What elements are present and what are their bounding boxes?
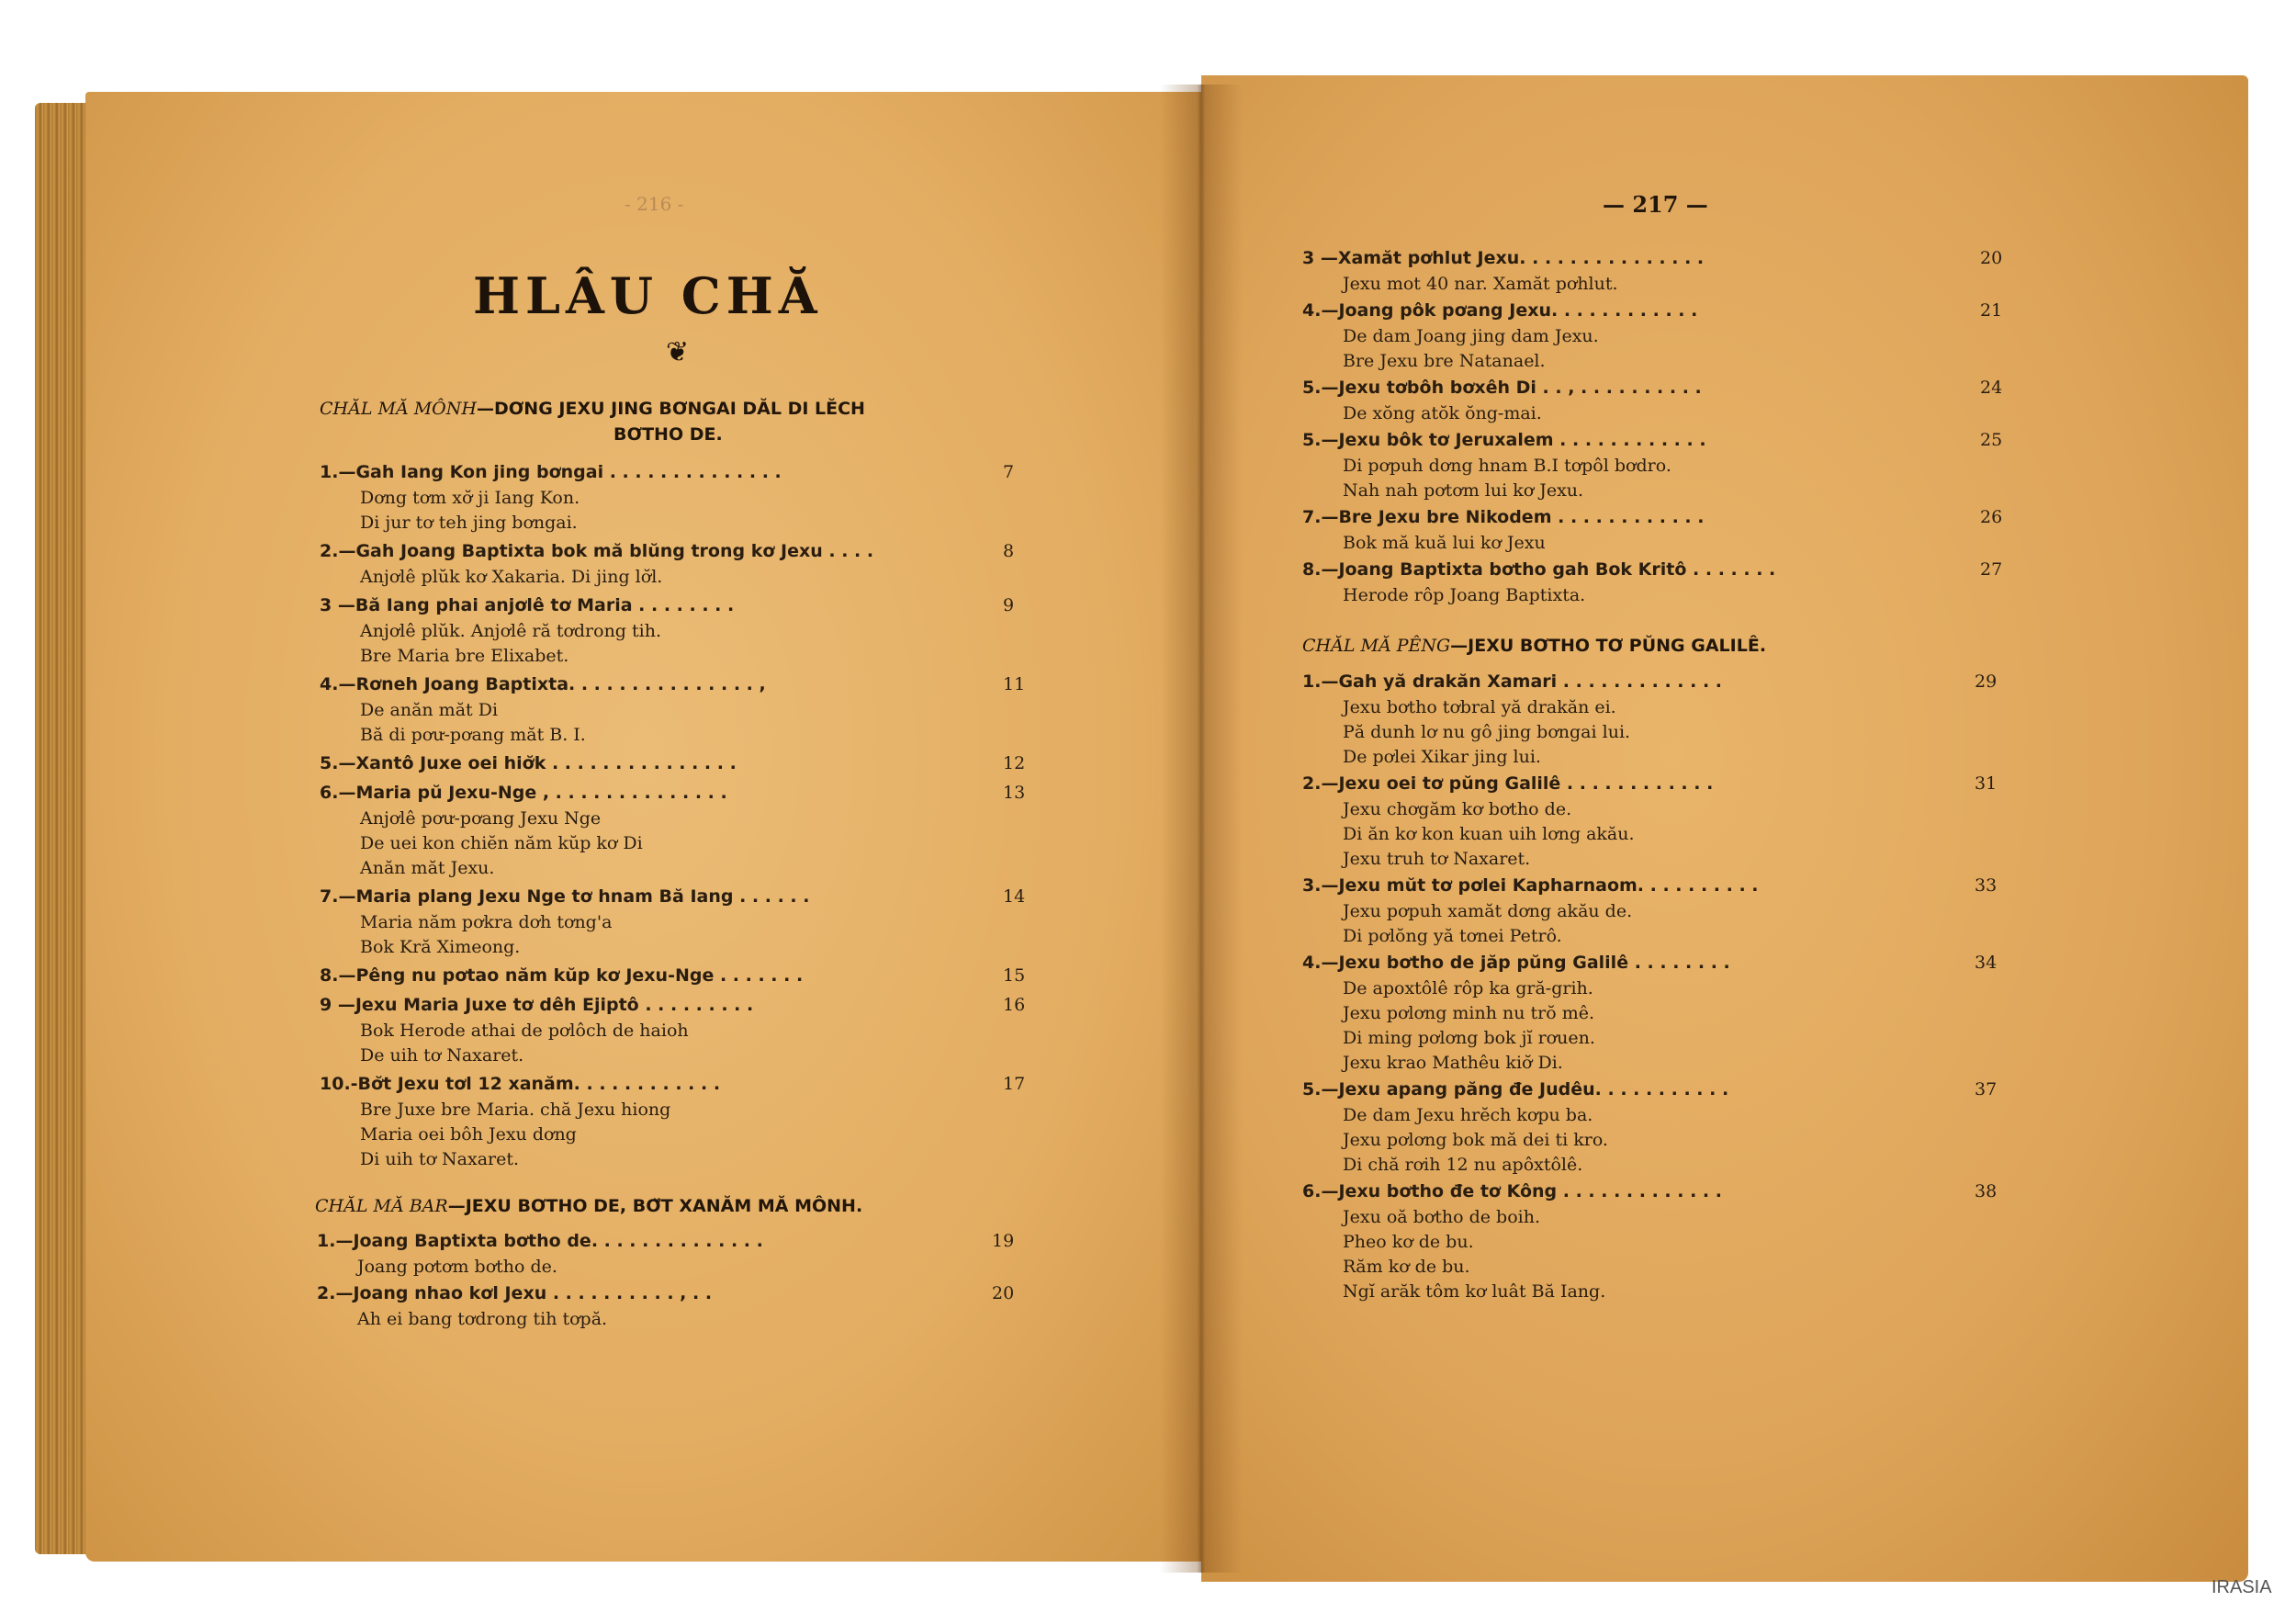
toc-entry-subtitle: De xŏng atŏk ŏng-mai. [1343, 403, 1542, 423]
toc-entry-subtitle: De pơlei Xikar jing lui. [1343, 747, 1541, 767]
toc-entry-subtitle: Jexu chơgăm kơ bơtho de. [1343, 799, 1572, 819]
toc-entry-title: 1.—Gah Iang Kon jing bơngai . . . . . . . . . . . . . . [320, 462, 782, 482]
toc-entry [320, 783, 1026, 881]
toc-entry-line [1302, 378, 2003, 401]
toc-entry-subtitle: De apoxtôlê rôp ka gră-grih. [1343, 978, 1593, 998]
toc-entry-page: 26 [1980, 507, 2003, 527]
section-title: —DƠNG JEXU JING BƠNGAI DĂL DI LĔCH [476, 399, 865, 419]
toc-entry-title: 8.—Pêng nu pơtao năm kŭp kơ Jexu-Nge . . . . . . . [320, 965, 804, 986]
toc-entry-subtitle: Jexu pơlơng bok mă dei ti kro. [1343, 1130, 1608, 1150]
toc-entry-page: 31 [1975, 773, 1998, 794]
toc-entry-line [317, 1231, 1015, 1255]
toc-entry-page: 19 [992, 1231, 1015, 1251]
toc-entry-line [1302, 875, 1998, 899]
toc-entry-title: 4.—Rơneh Joang Baptixta. . . . . . . . . . . . . . . , [320, 674, 766, 694]
toc-entry-subtitle: Maria oei bôh Jexu dơng [360, 1124, 577, 1145]
toc-entry-title: 3 —Bă Iang phai anjơlê tơ Maria . . . . . . . . [320, 595, 735, 615]
toc-entry-title: 10.-Bơ̆t Jexu tơl 12 xanăm. . . . . . . . . . . . [320, 1074, 721, 1094]
left-page-number-faint: - 216 - [625, 193, 684, 215]
book-gutter [1160, 85, 1243, 1573]
toc-entry-page: 11 [1003, 674, 1026, 694]
toc-entry-subtitle: De uih tơ Naxaret. [360, 1045, 524, 1066]
toc-entry-page: 12 [1003, 753, 1026, 773]
toc-entry-title: 1.—Gah yă drakăn Xamari . . . . . . . . . . . . . [1302, 671, 1723, 692]
section-heading-2 [315, 1196, 862, 1216]
toc-entry-subtitle: Herode rôp Joang Baptixta. [1343, 585, 1586, 605]
toc-entry-page: 25 [1980, 430, 2003, 450]
toc-entry-subtitle: Pheo kơ de bu. [1343, 1232, 1474, 1252]
toc-entry [1302, 1181, 1998, 1304]
section-label: CHĂL MĂ BAR [315, 1196, 448, 1216]
toc-entry [320, 674, 1026, 748]
toc-entry-page: 20 [992, 1283, 1015, 1303]
toc-entry [320, 995, 1026, 1068]
page-title: HLÂU CHĂ [473, 266, 823, 325]
section-title: —JEXU BƠTHO TƠ PŬNG GALILÊ. [1450, 636, 1767, 656]
toc-entry-subtitle: Di jur tơ teh jing bơngai. [360, 513, 578, 533]
toc-entry-subtitle: Anăn măt Jexu. [360, 858, 495, 878]
toc-entry-subtitle: Dơng tơm xơ̆ ji Iang Kon. [360, 488, 580, 508]
toc-entry-title: 7.—Maria plang Jexu Nge tơ hnam Bă Iang . . . . . . [320, 886, 810, 907]
toc-entry-title: 3 —Xamăt pơhlut Jexu. . . . . . . . . . . . . . . [1302, 248, 1705, 268]
toc-entry-subtitle: De anăn măt Di [360, 700, 499, 720]
toc-entry [320, 595, 1015, 669]
toc-entry-subtitle: Ah ei bang tơdrong tih tơpă. [357, 1309, 608, 1329]
toc-entry-page: 17 [1003, 1074, 1026, 1094]
toc-entry-subtitle: Bre Maria bre Elixabet. [360, 646, 569, 666]
toc-entry-subtitle: De uei kon chiĕn năm kŭp kơ Di [360, 833, 643, 853]
toc-entry-subtitle: Răm kơ de bu. [1343, 1257, 1470, 1277]
toc-entry-page: 29 [1975, 671, 1998, 692]
toc-entry-subtitle: Bre Juxe bre Maria. chă Jexu hiong [360, 1100, 671, 1120]
toc-entry-title: 2.—Jexu oei tơ pŭng Galilê . . . . . . . . . . . . [1302, 773, 1714, 794]
toc-entry-line [317, 1283, 1015, 1307]
toc-entry-page: 34 [1975, 953, 1998, 973]
toc-entry-subtitle: Di pơpuh dơng hnam B.I tơpôl bơdro. [1343, 456, 1671, 476]
watermark: IRASIA [2212, 1577, 2272, 1597]
toc-entry-page: 16 [1003, 995, 1026, 1015]
toc-entry-subtitle: Jexu truh tơ Naxaret. [1343, 849, 1531, 869]
toc-entry-subtitle: Maria năm pơkra dơh tơng'a [360, 912, 613, 932]
toc-entry-title: 2.—Joang nhao kơl Jexu . . . . . . . . . . , . . [317, 1283, 713, 1303]
toc-entry-page: 9 [1003, 595, 1015, 615]
toc-entry-subtitle: Bok Kră Ximeong. [360, 937, 521, 957]
toc-entry-line [1302, 430, 2003, 454]
toc-entry-subtitle: Jexu pơlơng minh nu trŏ mê. [1343, 1003, 1595, 1023]
toc-entry-title: 5.—Jexu tơbôh bơxêh Di . . , . . . . . . . . . . [1302, 378, 1702, 398]
toc-entry-subtitle: Pă dunh lơ nu gô jing bơngai lui. [1343, 722, 1631, 742]
toc-entry-subtitle: De dam Joang jing dam Jexu. [1343, 326, 1599, 346]
toc-entry-title: 5.—Jexu apang păng đe Judêu. . . . . . . . . . . [1302, 1079, 1729, 1100]
toc-entry-line [320, 541, 1015, 565]
toc-entry-title: 4.—Jexu bơtho de jăp pŭng Galilê . . . . . . . . [1302, 953, 1730, 973]
toc-entry [1302, 1079, 1998, 1178]
toc-entry-subtitle: Bre Jexu bre Natanael. [1343, 351, 1546, 371]
toc-entry-subtitle: Jexu mot 40 nar. Xamăt pơhlut. [1343, 274, 1618, 294]
toc-entry-line [1302, 773, 1998, 797]
toc-entry-page: 8 [1003, 541, 1015, 561]
toc-entry [320, 541, 1015, 590]
toc-entry-title: 5.—Xantô Juxe oei hiơ̆k . . . . . . . . . . . . . . . [320, 753, 737, 773]
section-label: CHĂL MĂ MÔNH [320, 399, 477, 419]
toc-entry-subtitle: Anjơlê plŭk. Anjơlê ră tơdrong tih. [360, 621, 662, 641]
toc-entry-page: 13 [1003, 783, 1026, 803]
toc-entry-subtitle: Di ming pơlơng bok jĭ rơuen. [1343, 1028, 1595, 1048]
toc-entry-line [1302, 1181, 1998, 1205]
toc-entry-line [1302, 671, 1998, 695]
toc-entry-title: 5.—Jexu bôk tơ Jeruxalem . . . . . . . . . . . . [1302, 430, 1706, 450]
toc-entry [320, 886, 1026, 960]
toc-entry-page: 33 [1975, 875, 1998, 896]
toc-entry [1302, 378, 2003, 426]
toc-entry [1302, 875, 1998, 949]
toc-entry-subtitle: Jexu bơtho tơbral yă drakăn ei. [1343, 697, 1616, 717]
toc-entry-title: 2.—Gah Joang Baptixta bok mă blŭng trong kơ Jexu . . . . [320, 541, 874, 561]
toc-entry-page: 15 [1003, 965, 1026, 986]
toc-entry-title: 3.—Jexu mŭt tơ pơlei Kapharnaom. . . . . . . . . . [1302, 875, 1759, 896]
toc-entry [1302, 671, 1998, 770]
toc-entry-line [320, 674, 1026, 698]
toc-entry-title: 4.—Joang pôk pơang Jexu. . . . . . . . . . . . [1302, 300, 1698, 321]
toc-entry-page: 37 [1975, 1079, 1998, 1100]
toc-entry [1302, 248, 2003, 297]
toc-entry-line [1302, 248, 2003, 272]
toc-entry-title: 1.—Joang Baptixta bơtho de. . . . . . . . . . . . . . [317, 1231, 763, 1251]
toc-entry [1302, 430, 2003, 503]
toc-entry-page: 38 [1975, 1181, 1998, 1201]
toc-entry [317, 1231, 1015, 1280]
toc-entry-page: 27 [1980, 559, 2003, 580]
toc-entry-line [320, 462, 1015, 486]
toc-entry-title: 6.—Jexu bơtho đe tơ Kông . . . . . . . . . . . . . [1302, 1181, 1722, 1201]
toc-entry-subtitle: Joang pơtơm bơtho de. [357, 1257, 557, 1277]
toc-entry [1302, 773, 1998, 872]
toc-entry-subtitle: Anjơlê plŭk kơ Xakaria. Di jing lơ̆l. [360, 567, 663, 587]
toc-entry-title: 9 —Jexu Maria Juxe tơ dêh Ejiptô . . . . . . . . . [320, 995, 754, 1015]
toc-entry-title: 8.—Joang Baptixta bơtho gah Bok Kritô . . . . . . . [1302, 559, 1776, 580]
toc-entry-subtitle: Bok Herode athai de pơlôch de haioh [360, 1021, 689, 1041]
section-heading-3 [1302, 636, 1766, 656]
toc-entry-subtitle: De dam Jexu hrĕch kơpu ba. [1343, 1105, 1593, 1125]
toc-entry-subtitle: Anjơlê pơư-pơang Jexu Nge [360, 808, 602, 829]
toc-entry-page: 21 [1980, 300, 2003, 321]
toc-entry-line [320, 783, 1026, 806]
toc-entry-line [1302, 559, 2003, 583]
toc-entry [320, 462, 1015, 536]
toc-entry-line [1302, 300, 2003, 324]
toc-entry-title: 7.—Bre Jexu bre Nikodem . . . . . . . . . . . . [1302, 507, 1705, 527]
ornament-icon: ❦ [666, 336, 690, 368]
toc-entry-line [320, 886, 1026, 910]
toc-entry-subtitle: Di ăn kơ kon kuan uih lơng akău. [1343, 824, 1635, 844]
toc-entry [1302, 507, 2003, 556]
toc-entry-line [320, 995, 1026, 1019]
toc-entry-page: 20 [1980, 248, 2003, 268]
section-title: —JEXU BƠTHO DE, BƠ̆T XANĂM MĂ MÔNH. [447, 1196, 863, 1216]
toc-entry-subtitle: Jexu krao Mathêu kiơ̆ Di. [1343, 1053, 1563, 1073]
toc-entry-line [1302, 507, 2003, 531]
toc-entry-subtitle: Di uih tơ Naxaret. [360, 1149, 520, 1169]
toc-entry-line [320, 595, 1015, 619]
section-label: CHĂL MĂ PÊNG [1302, 636, 1451, 656]
page-number: — 217 — [1603, 191, 1708, 218]
toc-entry [320, 1074, 1026, 1172]
toc-entry-subtitle: Jexu pơpuh xamăt dơng akău de. [1343, 901, 1633, 921]
toc-entry [317, 1283, 1015, 1332]
toc-entry-line [320, 1074, 1026, 1098]
toc-entry-subtitle: Bok mă kuă lui kơ Jexu [1343, 533, 1546, 553]
toc-entry-line [1302, 953, 1998, 976]
toc-entry [1302, 953, 1998, 1076]
toc-entry-subtitle: Nah nah pơtơm lui kơ Jexu. [1343, 480, 1584, 501]
toc-entry-line [1302, 1079, 1998, 1103]
toc-entry-subtitle: Di pơlŏng yă tơnei Petrô. [1343, 926, 1562, 946]
section-heading-1-cont: BƠTHO DE. [613, 424, 723, 445]
toc-entry-page: 7 [1003, 462, 1015, 482]
toc-entry-page: 24 [1980, 378, 2003, 398]
toc-entry-subtitle: Ngĭ arăk tôm kơ luât Bă Iang. [1343, 1281, 1606, 1302]
toc-entry-page: 14 [1003, 886, 1026, 907]
toc-entry-subtitle: Bă di pơư-pơang măt B. I. [360, 725, 586, 745]
toc-entry-subtitle: Di chă rơih 12 nu apôxtôlê. [1343, 1155, 1583, 1175]
section-heading-1 [320, 399, 865, 419]
toc-entry-subtitle: Jexu oă bơtho de boih. [1343, 1207, 1541, 1227]
toc-entry [1302, 300, 2003, 374]
toc-entry [1302, 559, 2003, 608]
toc-entry-title: 6.—Maria pŭ Jexu-Nge , . . . . . . . . . . . . . . [320, 783, 727, 803]
